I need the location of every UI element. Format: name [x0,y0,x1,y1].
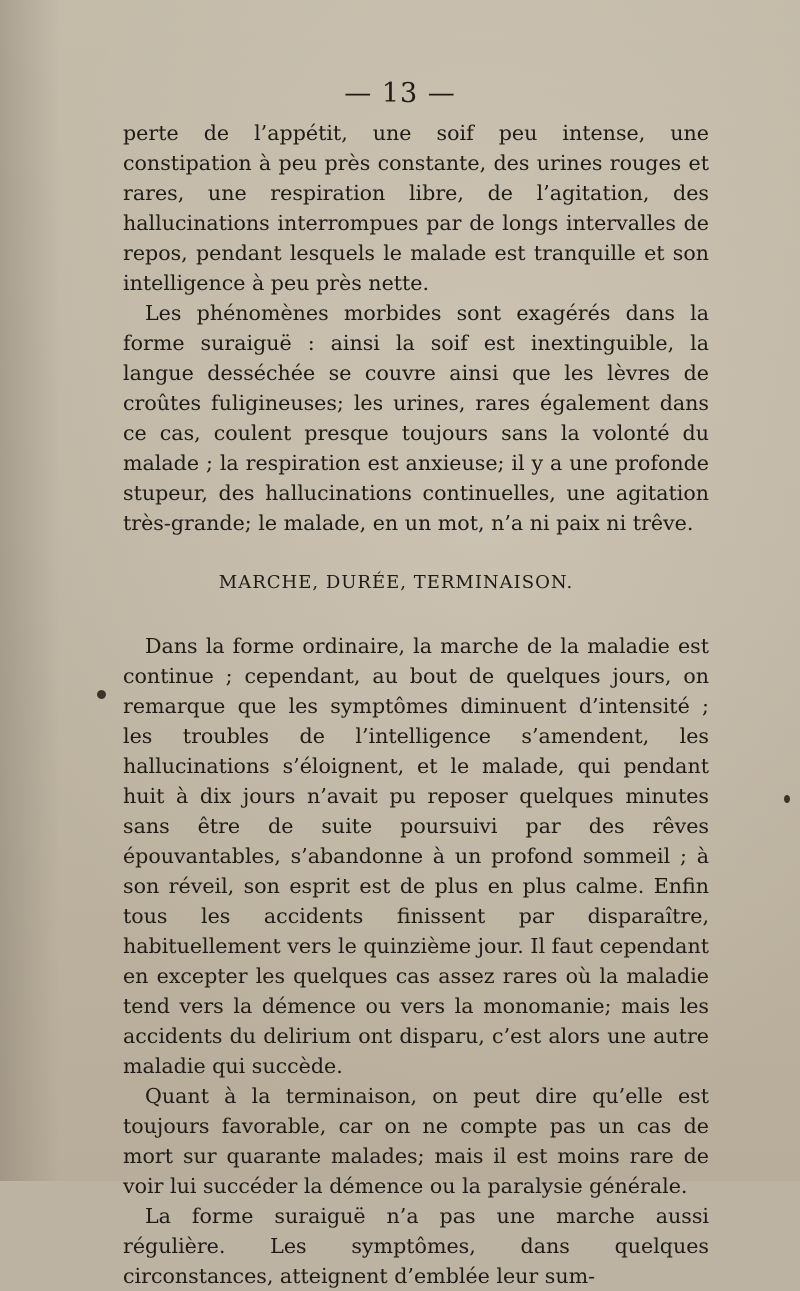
paragraph-marche: Dans la forme ordinaire, la marche de la maladie est continue ; cependant, au bout de quelques jours, on remarque que les symptômes diminuent d’intensité ; les troubles de l’intelligence s’amendent, les hallucinations s’éloignent, et le malade, qui pendant huit à dix jours n’avait pu reposer quelques minutes sans être de suite poursuivi par des rêves épouvantables, s’abandonne à un profond sommeil ; à son réveil, son esprit est de plus en plus calme. Enfin tous les accidents finissent par disparaître, habituellement vers le quinzième jour. Il faut cependant en excepter les quelques cas assez rares où la maladie tend vers la démence ou vers la monomanie; mais les accidents du delirium ont disparu, c’est alors une autre maladie qui succède. [123,634,709,1078]
paragraph-terminaison: Quant à la terminaison, on peut dire qu’elle est toujours favorable, car on ne compte pas un cas de mort sur quarante malades; mais il est moins rare de voir lui succéder la démence ou la paralysie générale. [123,1084,709,1198]
ink-speck [97,690,106,699]
ink-speck [784,795,790,803]
page-shadow [0,0,60,1181]
paragraph-suraigue: Les phénomènes morbides sont exagérés dans la forme suraiguë : ainsi la soif est inextinguible, la langue desséchée se couvre ainsi que les lèvres de croûtes fuligineuses; les urines, rares également dans ce cas, coulent presque toujours sans la volonté du malade ; la respiration est anxieuse; il y a une profonde stupeur, des hallucinations continuelles, une agitation très-grande; le malade, en un mot, n’a ni paix ni trêve. [123,301,709,535]
section-heading: MARCHE, DURÉE, TERMINAISON. [218,572,574,593]
paragraph-forme-suraigue: La forme suraiguë n’a pas une marche aussi régulière. Les symptômes, dans quelques circonstances, atteignent d’emblée leur sum- [123,1204,709,1288]
paragraph-continuation: perte de l’appétit, une soif peu intense, une constipation à peu près constante, des urines rouges et rares, une respiration libre, de l’agitation, des hallucinations interrompues par de longs intervalles de repos, pendant lesquels le malade est tranquille et son intelligence à peu près nette. [123,121,709,295]
page-body [123,118,709,1291]
page-number: — 13 — [344,78,456,109]
